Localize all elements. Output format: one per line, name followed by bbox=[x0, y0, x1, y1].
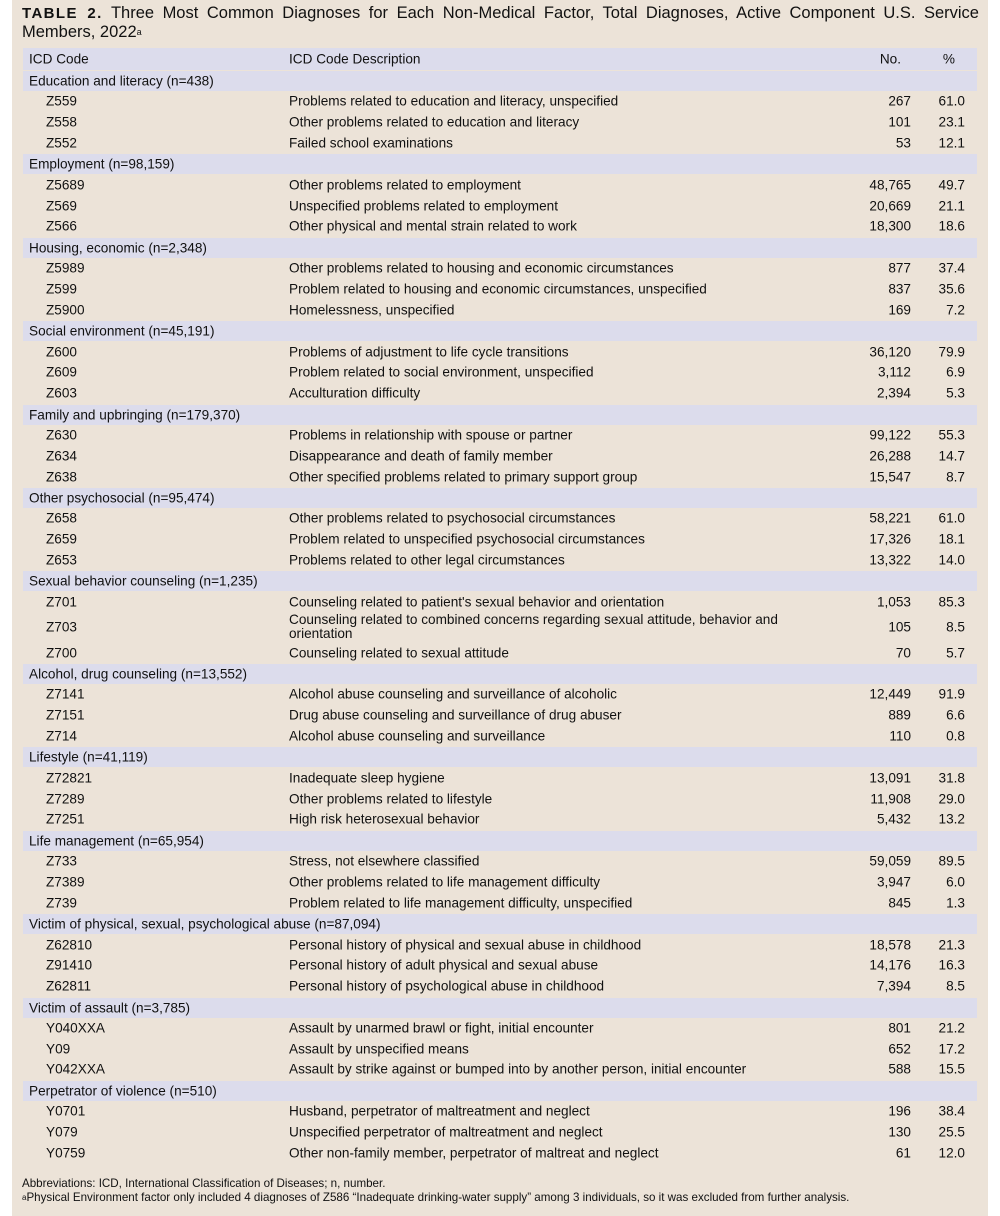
description-cell: Counseling related to patient's sexual behavior and orientation bbox=[289, 594, 665, 610]
icd-code-cell: Z630 bbox=[46, 427, 77, 443]
description-cell: Other physical and mental strain related to work bbox=[289, 218, 577, 234]
group-label: Education and literacy (n=438) bbox=[29, 73, 214, 89]
percent-cell: 8.7 bbox=[946, 469, 965, 485]
number-cell: 3,947 bbox=[876, 874, 911, 890]
diagnoses-table bbox=[23, 48, 977, 1163]
number-cell: 59,059 bbox=[869, 853, 911, 869]
description-cell: Acculturation difficulty bbox=[289, 385, 421, 401]
group-label: Social environment (n=45,191) bbox=[29, 323, 215, 339]
description-cell: Problems of adjustment to life cycle transitions bbox=[289, 344, 569, 360]
icd-code-cell: Z62811 bbox=[46, 978, 92, 994]
group-label: Family and upbringing (n=179,370) bbox=[29, 407, 241, 423]
icd-code-cell: Z653 bbox=[46, 552, 77, 568]
table-row bbox=[23, 767, 977, 788]
table-row bbox=[23, 383, 977, 404]
number-cell: 196 bbox=[888, 1103, 911, 1119]
number-cell: 877 bbox=[888, 260, 911, 276]
number-cell: 169 bbox=[888, 302, 911, 318]
table-row bbox=[23, 976, 977, 997]
percent-cell: 23.1 bbox=[938, 114, 965, 130]
number-cell: 652 bbox=[888, 1041, 911, 1057]
icd-code-cell: Z62810 bbox=[46, 937, 93, 952]
group-row bbox=[23, 571, 977, 591]
description-cell: Problem related to unspecified psychosocial circumstances bbox=[289, 531, 645, 547]
group-label: Lifestyle (n=41,119) bbox=[29, 749, 148, 765]
table-row bbox=[23, 1018, 977, 1039]
table-row bbox=[23, 279, 977, 300]
percent-cell: 89.5 bbox=[938, 853, 965, 869]
number-cell: 13,322 bbox=[869, 552, 911, 568]
group-row bbox=[23, 405, 977, 425]
icd-code-cell: Y042XXA bbox=[46, 1061, 105, 1077]
table-row bbox=[23, 809, 977, 830]
group-row bbox=[23, 154, 977, 174]
percent-cell: 14.0 bbox=[938, 552, 965, 568]
icd-code-cell: Z7141 bbox=[46, 686, 85, 702]
percent-cell: 5.7 bbox=[946, 645, 965, 661]
table-row bbox=[23, 726, 977, 747]
number-cell: 17,326 bbox=[869, 531, 911, 547]
table-row bbox=[23, 851, 977, 872]
percent-cell: 18.6 bbox=[938, 218, 965, 234]
number-cell: 11,908 bbox=[870, 791, 911, 807]
description-cell: Problem related to life management difficulty, unspecified bbox=[289, 895, 633, 911]
icd-code-cell: Z7251 bbox=[46, 811, 85, 827]
table-row bbox=[23, 642, 977, 663]
number-cell: 70 bbox=[895, 645, 911, 661]
table-row bbox=[23, 612, 977, 642]
icd-code-cell: Z558 bbox=[46, 114, 77, 130]
percent-cell: 12.1 bbox=[938, 135, 965, 151]
number-cell: 12,449 bbox=[869, 686, 911, 702]
table-row bbox=[23, 1122, 977, 1143]
number-cell: 36,120 bbox=[869, 344, 911, 360]
icd-code-cell: Z7289 bbox=[46, 791, 85, 807]
percent-cell: 6.9 bbox=[946, 364, 965, 380]
group-label: Perpetrator of violence (n=510) bbox=[29, 1083, 217, 1099]
description-cell: Counseling related to sexual attitude bbox=[289, 645, 509, 661]
table-row bbox=[23, 299, 977, 320]
abbreviations-note: Abbreviations: ICD, International Classification of Diseases; n, number. bbox=[22, 1177, 386, 1190]
note-mark: a bbox=[22, 1193, 27, 1202]
title-footnote-mark: a bbox=[136, 27, 142, 37]
number-cell: 2,394 bbox=[876, 385, 911, 401]
percent-cell: 12.0 bbox=[938, 1145, 965, 1161]
icd-code-cell: Z91410 bbox=[46, 957, 93, 973]
table-row bbox=[23, 133, 977, 154]
icd-code-cell: Z599 bbox=[46, 281, 77, 297]
description-cell: Other problems related to employment bbox=[289, 177, 521, 193]
icd-code-cell: Z5900 bbox=[46, 302, 85, 318]
icd-code-cell: Z659 bbox=[46, 531, 77, 547]
icd-code-cell: Z638 bbox=[46, 469, 77, 485]
icd-code-cell: Z559 bbox=[46, 93, 77, 109]
description-cell: Inadequate sleep hygiene bbox=[289, 770, 445, 786]
icd-code-cell: Z714 bbox=[46, 728, 77, 744]
table-row bbox=[23, 705, 977, 726]
table-row bbox=[23, 529, 977, 550]
icd-code-cell: Y079 bbox=[46, 1124, 78, 1140]
percent-cell: 0.8 bbox=[946, 728, 965, 744]
table-footnotes bbox=[22, 1177, 982, 1205]
number-cell: 14,176 bbox=[869, 957, 911, 973]
group-row bbox=[23, 914, 977, 934]
group-label: Victim of physical, sexual, psychological abuse (n=87,094) bbox=[29, 916, 381, 932]
table-body bbox=[23, 71, 977, 1163]
icd-code-cell: Z603 bbox=[46, 385, 77, 401]
icd-code-cell: Z701 bbox=[46, 594, 77, 610]
table-row bbox=[23, 195, 977, 216]
number-cell: 3,112 bbox=[877, 364, 911, 380]
percent-cell: 91.9 bbox=[938, 686, 965, 702]
percent-cell: 16.3 bbox=[938, 957, 965, 973]
number-cell: 20,669 bbox=[869, 198, 911, 214]
description-cell: Personal history of adult physical and sexual abuse bbox=[289, 957, 599, 973]
icd-code-cell: Z566 bbox=[46, 218, 77, 234]
table-row bbox=[23, 1059, 977, 1080]
percent-cell: 6.6 bbox=[946, 707, 965, 723]
group-row bbox=[23, 747, 977, 767]
header-number: No. bbox=[879, 51, 901, 67]
percent-cell: 85.3 bbox=[938, 594, 965, 610]
description-cell: Husband, perpetrator of maltreatment and neglect bbox=[289, 1103, 590, 1119]
number-cell: 130 bbox=[888, 1124, 911, 1140]
percent-cell: 13.2 bbox=[938, 811, 965, 827]
table-row bbox=[23, 258, 977, 279]
group-row bbox=[23, 238, 977, 258]
percent-cell: 8.5 bbox=[946, 619, 965, 635]
table-row bbox=[23, 112, 977, 133]
table-row bbox=[23, 341, 977, 362]
number-cell: 837 bbox=[888, 281, 911, 297]
number-cell: 845 bbox=[888, 895, 911, 911]
table-row bbox=[23, 216, 977, 237]
table-row bbox=[23, 684, 977, 705]
description-cell: Problems related to education and literacy, unspecified bbox=[289, 93, 619, 109]
table-label: TABLE 2. bbox=[22, 5, 103, 22]
percent-cell: 21.1 bbox=[938, 198, 965, 214]
document-page bbox=[12, 0, 988, 1216]
exclusion-note bbox=[22, 1191, 982, 1205]
icd-code-cell: Z72821 bbox=[46, 770, 93, 786]
percent-cell: 14.7 bbox=[938, 448, 965, 464]
table-row bbox=[23, 425, 977, 446]
number-cell: 1,053 bbox=[876, 594, 911, 610]
table-title bbox=[22, 4, 979, 41]
group-label: Sexual behavior counseling (n=1,235) bbox=[29, 573, 258, 589]
icd-code-cell: Z5689 bbox=[46, 177, 85, 193]
number-cell: 18,578 bbox=[869, 937, 911, 952]
icd-code-cell: Y0701 bbox=[46, 1103, 86, 1119]
description-cell: Problems in relationship with spouse or partner bbox=[289, 427, 573, 443]
description-cell: Drug abuse counseling and surveillance of drug abuser bbox=[289, 707, 622, 723]
percent-cell: 37.4 bbox=[938, 260, 965, 276]
description-cell: Assault by strike against or bumped into by another person, initial encounter bbox=[289, 1061, 747, 1077]
percent-cell: 38.4 bbox=[938, 1103, 965, 1119]
description-cell: Other specified problems related to primary support group bbox=[289, 469, 638, 485]
description-cell: Disappearance and death of family member bbox=[289, 448, 553, 464]
percent-cell: 6.0 bbox=[946, 874, 965, 890]
table-title-text: Three Most Common Diagnoses for Each Non-Medical Factor, Total Diagnoses, Active Component U.S. Service Members, 2022 bbox=[22, 4, 979, 41]
description-cell: Other problems related to psychosocial circumstances bbox=[289, 510, 616, 526]
icd-code-cell: Z700 bbox=[46, 645, 77, 661]
number-cell: 53 bbox=[895, 135, 911, 151]
group-row bbox=[23, 831, 977, 851]
description-cell: Problem related to housing and economic circumstances, unspecified bbox=[289, 281, 707, 297]
percent-cell: 21.3 bbox=[938, 937, 965, 952]
table-row bbox=[23, 872, 977, 893]
group-row bbox=[23, 998, 977, 1018]
number-cell: 5,432 bbox=[876, 811, 911, 827]
group-row bbox=[23, 321, 977, 341]
number-cell: 13,091 bbox=[869, 770, 911, 786]
table-row bbox=[23, 1142, 977, 1163]
icd-code-cell: Y040XXA bbox=[46, 1020, 105, 1036]
table-row bbox=[23, 174, 977, 195]
number-cell: 267 bbox=[888, 93, 911, 109]
percent-cell: 49.7 bbox=[938, 177, 965, 193]
header-description: ICD Code Description bbox=[289, 51, 421, 67]
icd-code-cell: Y0759 bbox=[46, 1145, 86, 1161]
description-cell: Personal history of physical and sexual abuse in childhood bbox=[289, 937, 642, 952]
icd-code-cell: Z658 bbox=[46, 510, 77, 526]
icd-code-cell: Z739 bbox=[46, 895, 77, 911]
description-cell: Assault by unarmed brawl or fight, initial encounter bbox=[289, 1020, 594, 1036]
header-icd-code: ICD Code bbox=[29, 51, 89, 67]
description-cell: Counseling related to combined concerns regarding sexual attitude, behavior and orientation bbox=[289, 612, 778, 642]
table-row bbox=[23, 445, 977, 466]
percent-cell: 29.0 bbox=[938, 791, 965, 807]
description-cell: Other problems related to education and literacy bbox=[289, 114, 580, 130]
group-label: Other psychosocial (n=95,474) bbox=[29, 490, 215, 506]
percent-cell: 7.2 bbox=[946, 302, 965, 318]
table-row bbox=[23, 91, 977, 112]
header-percent: % bbox=[942, 51, 955, 67]
table-row bbox=[23, 591, 977, 612]
number-cell: 7,394 bbox=[876, 978, 911, 994]
group-row bbox=[23, 1081, 977, 1101]
percent-cell: 17.2 bbox=[938, 1041, 965, 1057]
table-header-row bbox=[23, 48, 977, 70]
table-row bbox=[23, 362, 977, 383]
icd-code-cell: Z609 bbox=[46, 364, 77, 380]
table-row bbox=[23, 550, 977, 571]
exclusion-note-text: Physical Environment factor only included 4 diagnoses of Z586 “Inadequate drinking-water supply” among 3 individuals, so it was excluded from further analysis. bbox=[26, 1191, 850, 1204]
description-cell: Problem related to social environment, unspecified bbox=[289, 364, 594, 380]
percent-cell: 18.1 bbox=[938, 531, 965, 547]
description-cell: Other problems related to lifestyle bbox=[289, 791, 493, 807]
number-cell: 26,288 bbox=[869, 448, 911, 464]
percent-cell: 35.6 bbox=[938, 281, 965, 297]
number-cell: 18,300 bbox=[869, 218, 911, 234]
group-row bbox=[23, 488, 977, 508]
description-cell: Alcohol abuse counseling and surveillance of alcoholic bbox=[289, 686, 617, 702]
description-cell: Stress, not elsewhere classified bbox=[289, 853, 480, 869]
number-cell: 99,122 bbox=[869, 427, 911, 443]
icd-code-cell: Z552 bbox=[46, 135, 77, 151]
group-label: Alcohol, drug counseling (n=13,552) bbox=[29, 666, 248, 682]
icd-code-cell: Z600 bbox=[46, 344, 77, 360]
number-cell: 48,765 bbox=[869, 177, 911, 193]
description-cell: Assault by unspecified means bbox=[289, 1041, 469, 1057]
icd-code-cell: Z703 bbox=[46, 619, 77, 635]
percent-cell: 55.3 bbox=[938, 427, 965, 443]
group-row bbox=[23, 71, 977, 91]
icd-code-cell: Z569 bbox=[46, 198, 77, 214]
number-cell: 801 bbox=[888, 1020, 911, 1036]
table-row bbox=[23, 1101, 977, 1122]
percent-cell: 61.0 bbox=[938, 93, 965, 109]
description-cell: Other non-family member, perpetrator of maltreat and neglect bbox=[289, 1145, 659, 1161]
table-row bbox=[23, 466, 977, 487]
icd-code-cell: Z7151 bbox=[46, 707, 85, 723]
description-cell: Problems related to other legal circumstances bbox=[289, 552, 565, 568]
group-label: Housing, economic (n=2,348) bbox=[29, 240, 207, 256]
icd-code-cell: Z733 bbox=[46, 853, 77, 869]
table-row bbox=[23, 508, 977, 529]
group-label: Employment (n=98,159) bbox=[29, 156, 175, 172]
percent-cell: 8.5 bbox=[946, 978, 965, 994]
percent-cell: 15.5 bbox=[938, 1061, 965, 1077]
description-cell: Failed school examinations bbox=[289, 135, 453, 151]
icd-code-cell: Z7389 bbox=[46, 874, 85, 890]
table-row bbox=[23, 1038, 977, 1059]
description-cell: Other problems related to housing and economic circumstances bbox=[289, 260, 674, 276]
number-cell: 58,221 bbox=[869, 510, 911, 526]
table-row bbox=[23, 934, 977, 955]
number-cell: 889 bbox=[888, 707, 911, 723]
number-cell: 61 bbox=[895, 1145, 911, 1161]
group-label: Life management (n=65,954) bbox=[29, 833, 204, 849]
percent-cell: 25.5 bbox=[938, 1124, 965, 1140]
description-cell: Unspecified problems related to employment bbox=[289, 198, 558, 214]
icd-code-cell: Y09 bbox=[46, 1041, 71, 1057]
number-cell: 588 bbox=[888, 1061, 911, 1077]
icd-code-cell: Z5989 bbox=[46, 260, 85, 276]
percent-cell: 5.3 bbox=[946, 385, 965, 401]
description-cell: Alcohol abuse counseling and surveillance bbox=[289, 728, 546, 744]
description-cell: Unspecified perpetrator of maltreatment and neglect bbox=[289, 1124, 603, 1140]
number-cell: 15,547 bbox=[869, 469, 911, 485]
group-label: Victim of assault (n=3,785) bbox=[29, 1000, 191, 1015]
percent-cell: 21.2 bbox=[938, 1020, 965, 1036]
table-row bbox=[23, 788, 977, 809]
description-cell: High risk heterosexual behavior bbox=[289, 811, 480, 827]
table-row bbox=[23, 955, 977, 976]
group-row bbox=[23, 664, 977, 684]
percent-cell: 79.9 bbox=[938, 344, 965, 360]
percent-cell: 61.0 bbox=[938, 510, 965, 526]
number-cell: 105 bbox=[888, 619, 911, 635]
description-cell: Homelessness, unspecified bbox=[289, 302, 455, 318]
number-cell: 110 bbox=[889, 728, 911, 744]
description-cell: Other problems related to life management difficulty bbox=[289, 874, 601, 890]
table-row bbox=[23, 892, 977, 913]
number-cell: 101 bbox=[888, 114, 911, 130]
percent-cell: 1.3 bbox=[946, 895, 965, 911]
description-cell: Personal history of psychological abuse in childhood bbox=[289, 978, 605, 994]
percent-cell: 31.8 bbox=[938, 770, 965, 786]
icd-code-cell: Z634 bbox=[46, 448, 77, 464]
